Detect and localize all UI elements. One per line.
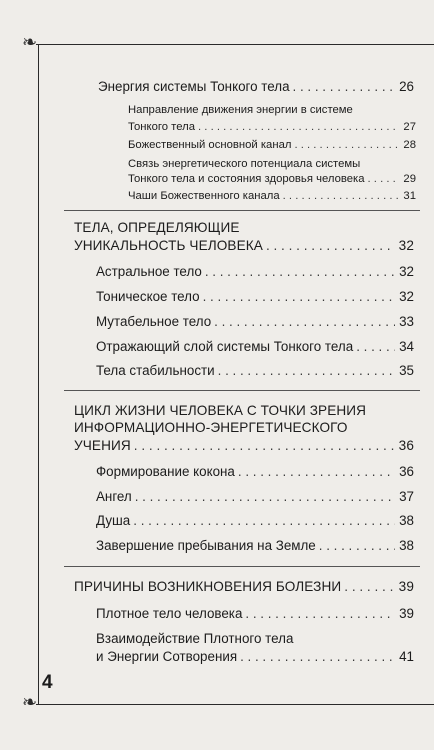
toc-entry[interactable] [96, 464, 414, 479]
leader-dots [240, 649, 395, 664]
leader-dots [218, 363, 395, 378]
toc-subentry-title: Тонкого тела [128, 121, 196, 133]
toc-subentry[interactable] [128, 139, 416, 151]
toc-entry-page: 41 [399, 649, 414, 664]
toc-entry-title: Астральное тело [96, 264, 202, 279]
leader-dots [293, 79, 396, 94]
toc-entry[interactable] [96, 489, 414, 504]
leader-dots [368, 173, 400, 185]
leader-dots [198, 121, 399, 133]
toc-entry-title: Формирование кокона [96, 464, 235, 479]
leader-dots [135, 489, 395, 504]
toc-entry-page: 32 [399, 289, 414, 304]
leader-dots [214, 314, 395, 329]
section-title: ПРИЧИНЫ ВОЗНИКНОВЕНИЯ БОЛЕЗНИ [74, 579, 342, 594]
section-title: УЧЕНИЯ [74, 438, 131, 453]
leader-dots [356, 339, 395, 354]
toc-entry-title: и Энергии Сотворения [96, 649, 238, 664]
toc-entry-page: 26 [399, 79, 414, 94]
toc-entry-title: Завершение пребывания на Земле [96, 538, 316, 553]
toc-entry-title: Энергия системы Тонкого тела [98, 79, 290, 94]
section-heading[interactable] [74, 438, 414, 453]
toc-subentry-page: 29 [403, 173, 416, 185]
toc-entry-page: 36 [399, 464, 414, 479]
toc-subentry[interactable] [128, 190, 416, 202]
toc-entry[interactable] [96, 363, 414, 378]
section-heading[interactable] [74, 238, 414, 253]
section-divider [64, 390, 420, 391]
section-title-line: ТЕЛА, ОПРЕДЕЛЯЮЩИЕ [74, 220, 240, 235]
toc-entry-page: 38 [399, 538, 414, 553]
section-divider [64, 566, 420, 567]
leader-dots [133, 513, 395, 528]
leader-dots [245, 606, 395, 621]
flourish-ornament-icon: ❧ [22, 692, 38, 713]
frame-left-rule [38, 44, 39, 704]
toc-entry[interactable] [96, 289, 414, 304]
section-title: УНИКАЛЬНОСТЬ ЧЕЛОВЕКА [74, 238, 263, 253]
toc-entry-title: Ангел [96, 489, 132, 504]
toc-entry-title: Мутабельное тело [96, 314, 212, 329]
toc-subentry-page: 31 [403, 190, 416, 202]
leader-dots [294, 139, 399, 151]
flourish-ornament-icon: ❧ [22, 32, 38, 53]
leader-dots [319, 538, 395, 553]
leader-dots [203, 289, 396, 304]
toc-entry[interactable] [96, 339, 414, 354]
section-title-line: ИНФОРМАЦИОННО-ЭНЕРГЕТИЧЕСКОГО [74, 420, 348, 435]
toc-entry-title: Тоническое тело [96, 289, 200, 304]
toc-subentry-title: Тонкого тела и состояния здоровья человека [128, 173, 365, 185]
toc-entry[interactable] [96, 538, 414, 553]
leader-dots [266, 238, 395, 253]
toc-subentry-page: 27 [403, 121, 416, 133]
toc-subentry[interactable] [128, 121, 416, 133]
toc-entry-title: Тела стабильности [96, 363, 215, 378]
frame-top-rule [36, 44, 434, 45]
section-title-line: ЦИКЛ ЖИЗНИ ЧЕЛОВЕКА С ТОЧКИ ЗРЕНИЯ [74, 403, 367, 418]
toc-subentry-line: Направление движения энергии в системе [128, 104, 353, 116]
toc-subentry-page: 28 [403, 139, 416, 151]
leader-dots [205, 264, 395, 279]
toc-entry-page: 33 [399, 314, 414, 329]
toc-entry-title: Плотное тело человека [96, 606, 243, 621]
toc-entry-page: 38 [399, 513, 414, 528]
leader-dots [283, 190, 400, 202]
section-divider [64, 210, 420, 211]
toc-entry[interactable] [96, 264, 414, 279]
toc-subentry-title: Чаши Божественного канала [128, 190, 280, 202]
toc-entry-title: Душа [96, 513, 131, 528]
frame-bottom-rule [36, 704, 434, 705]
toc-entry[interactable] [96, 649, 414, 664]
toc-entry-page: 32 [399, 264, 414, 279]
section-page: 39 [398, 579, 414, 594]
section-page: 32 [398, 238, 414, 253]
page-number: 4 [42, 672, 53, 693]
toc-entry-page: 39 [399, 606, 414, 621]
toc-entry-title: Отражающий слой системы Тонкого тела [96, 339, 354, 354]
toc-entry-page: 35 [399, 363, 414, 378]
toc-entry[interactable] [96, 513, 414, 528]
toc-entry-page: 37 [399, 489, 414, 504]
toc-entry[interactable] [98, 79, 414, 94]
section-heading[interactable] [74, 579, 414, 594]
toc-subentry-line: Связь энергетического потенциала системы [128, 158, 361, 170]
section-page: 36 [398, 438, 414, 453]
toc-entry[interactable] [96, 606, 414, 621]
toc-subentry-title: Божественный основной канал [128, 139, 292, 151]
toc-subentry[interactable] [128, 173, 416, 185]
toc-entry-line: Взаимодействие Плотного тела [96, 631, 294, 646]
leader-dots [134, 438, 395, 453]
toc-entry[interactable] [96, 314, 414, 329]
leader-dots [238, 464, 395, 479]
leader-dots [344, 579, 394, 594]
toc-entry-page: 34 [399, 339, 414, 354]
